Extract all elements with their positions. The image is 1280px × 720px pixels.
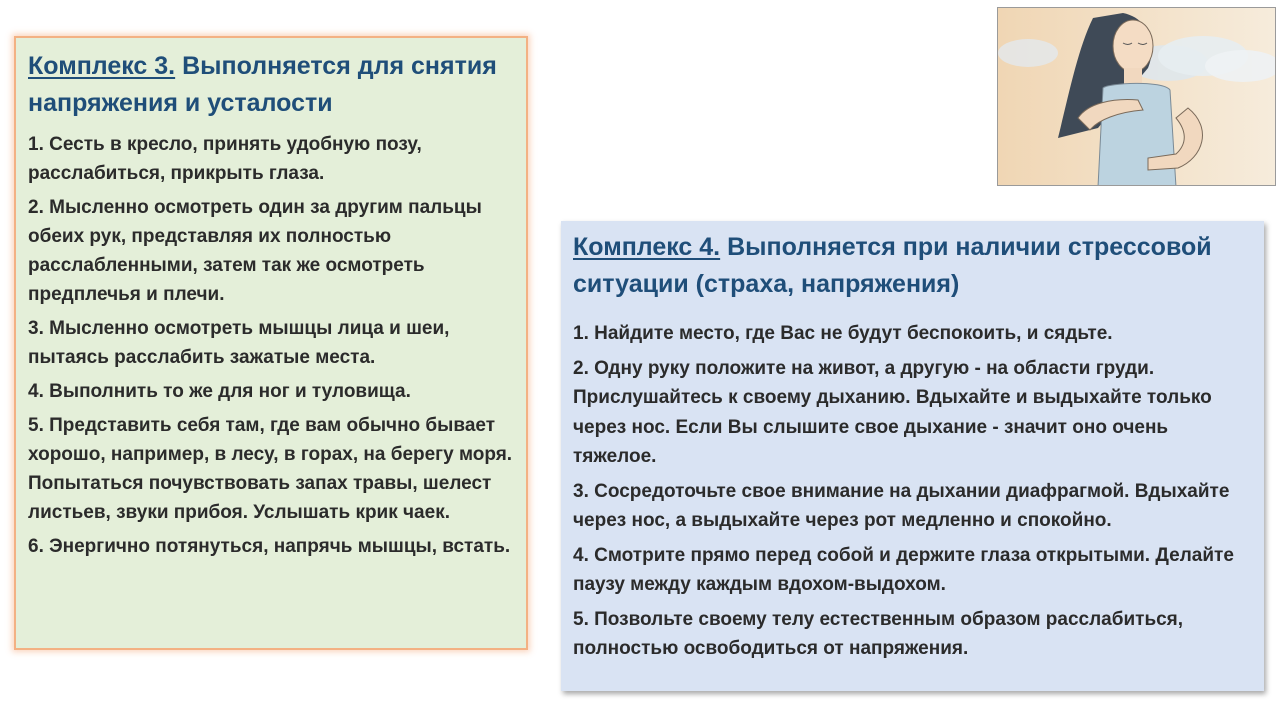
complex4-list — [573, 319, 1252, 664]
complex3-item-1: 1. Сесть в кресло, принять удобную позу, расслабиться, прикрыть глаза. — [28, 134, 422, 184]
complex3-title-rest: Выполняется для снятия напряжения и усталости — [28, 52, 497, 117]
complex4-item-2: 2. Одну руку положите на живот, а другую - на области груди. Прислушайтесь к своему дыханию. Вдыхайте и выдыхайте только через нос. Если Вы слышите свое дыхание - значит оно очень тяжелое. — [573, 357, 1212, 467]
complex4-item-3: 3. Сосредоточьте свое внимание на дыхании диафрагмой. Вдыхайте через нос, а выдыхайте через рот медленно и спокойно. — [573, 480, 1230, 531]
breathing-woman-illustration — [997, 7, 1276, 186]
complex3-title-link: Комплекс 3. — [28, 52, 176, 80]
complex3-item-3: 3. Мысленно осмотреть мышцы лица и шеи, пытаясь расслабить зажатые места. — [28, 318, 450, 368]
complex3-title — [28, 48, 514, 122]
complex4-item-5: 5. Позвольте своему телу естественным образом расслабиться, полностью освободиться от напряжения. — [573, 608, 1184, 659]
complex4-title-rest: Выполняется при наличии стрессовой ситуации (страха, напряжения) — [573, 233, 1212, 298]
complex3-panel — [14, 36, 528, 650]
complex4-title-link: Комплекс 4. — [573, 233, 721, 261]
complex4-panel — [561, 221, 1264, 691]
complex3-item-5: 5. Представить себя там, где вам обычно бывает хорошо, например, в лесу, в горах, на берегу моря. Попытаться почувствовать запах травы, шелест листьев, звуки прибоя. Услышать крик чаек. — [28, 415, 513, 523]
complex3-item-4: 4. Выполнить то же для ног и туловища. — [28, 381, 411, 402]
complex4-title — [573, 229, 1252, 303]
complex4-item-4: 4. Смотрите прямо перед собой и держите глаза открытыми. Делайте паузу между каждым вдохом-выдохом. — [573, 544, 1234, 595]
complex3-list — [28, 130, 514, 561]
complex4-item-1: 1. Найдите место, где Вас не будут беспокоить, и сядьте. — [573, 323, 1113, 344]
complex3-item-6: 6. Энергично потянуться, напрячь мышцы, встать. — [28, 536, 511, 557]
breathing-woman-icon — [998, 8, 1276, 186]
complex3-item-2: 2. Мысленно осмотреть один за другим пальцы обеих рук, представляя их полностью расслабленными, затем так же осмотреть предплечья и плечи. — [28, 197, 482, 305]
